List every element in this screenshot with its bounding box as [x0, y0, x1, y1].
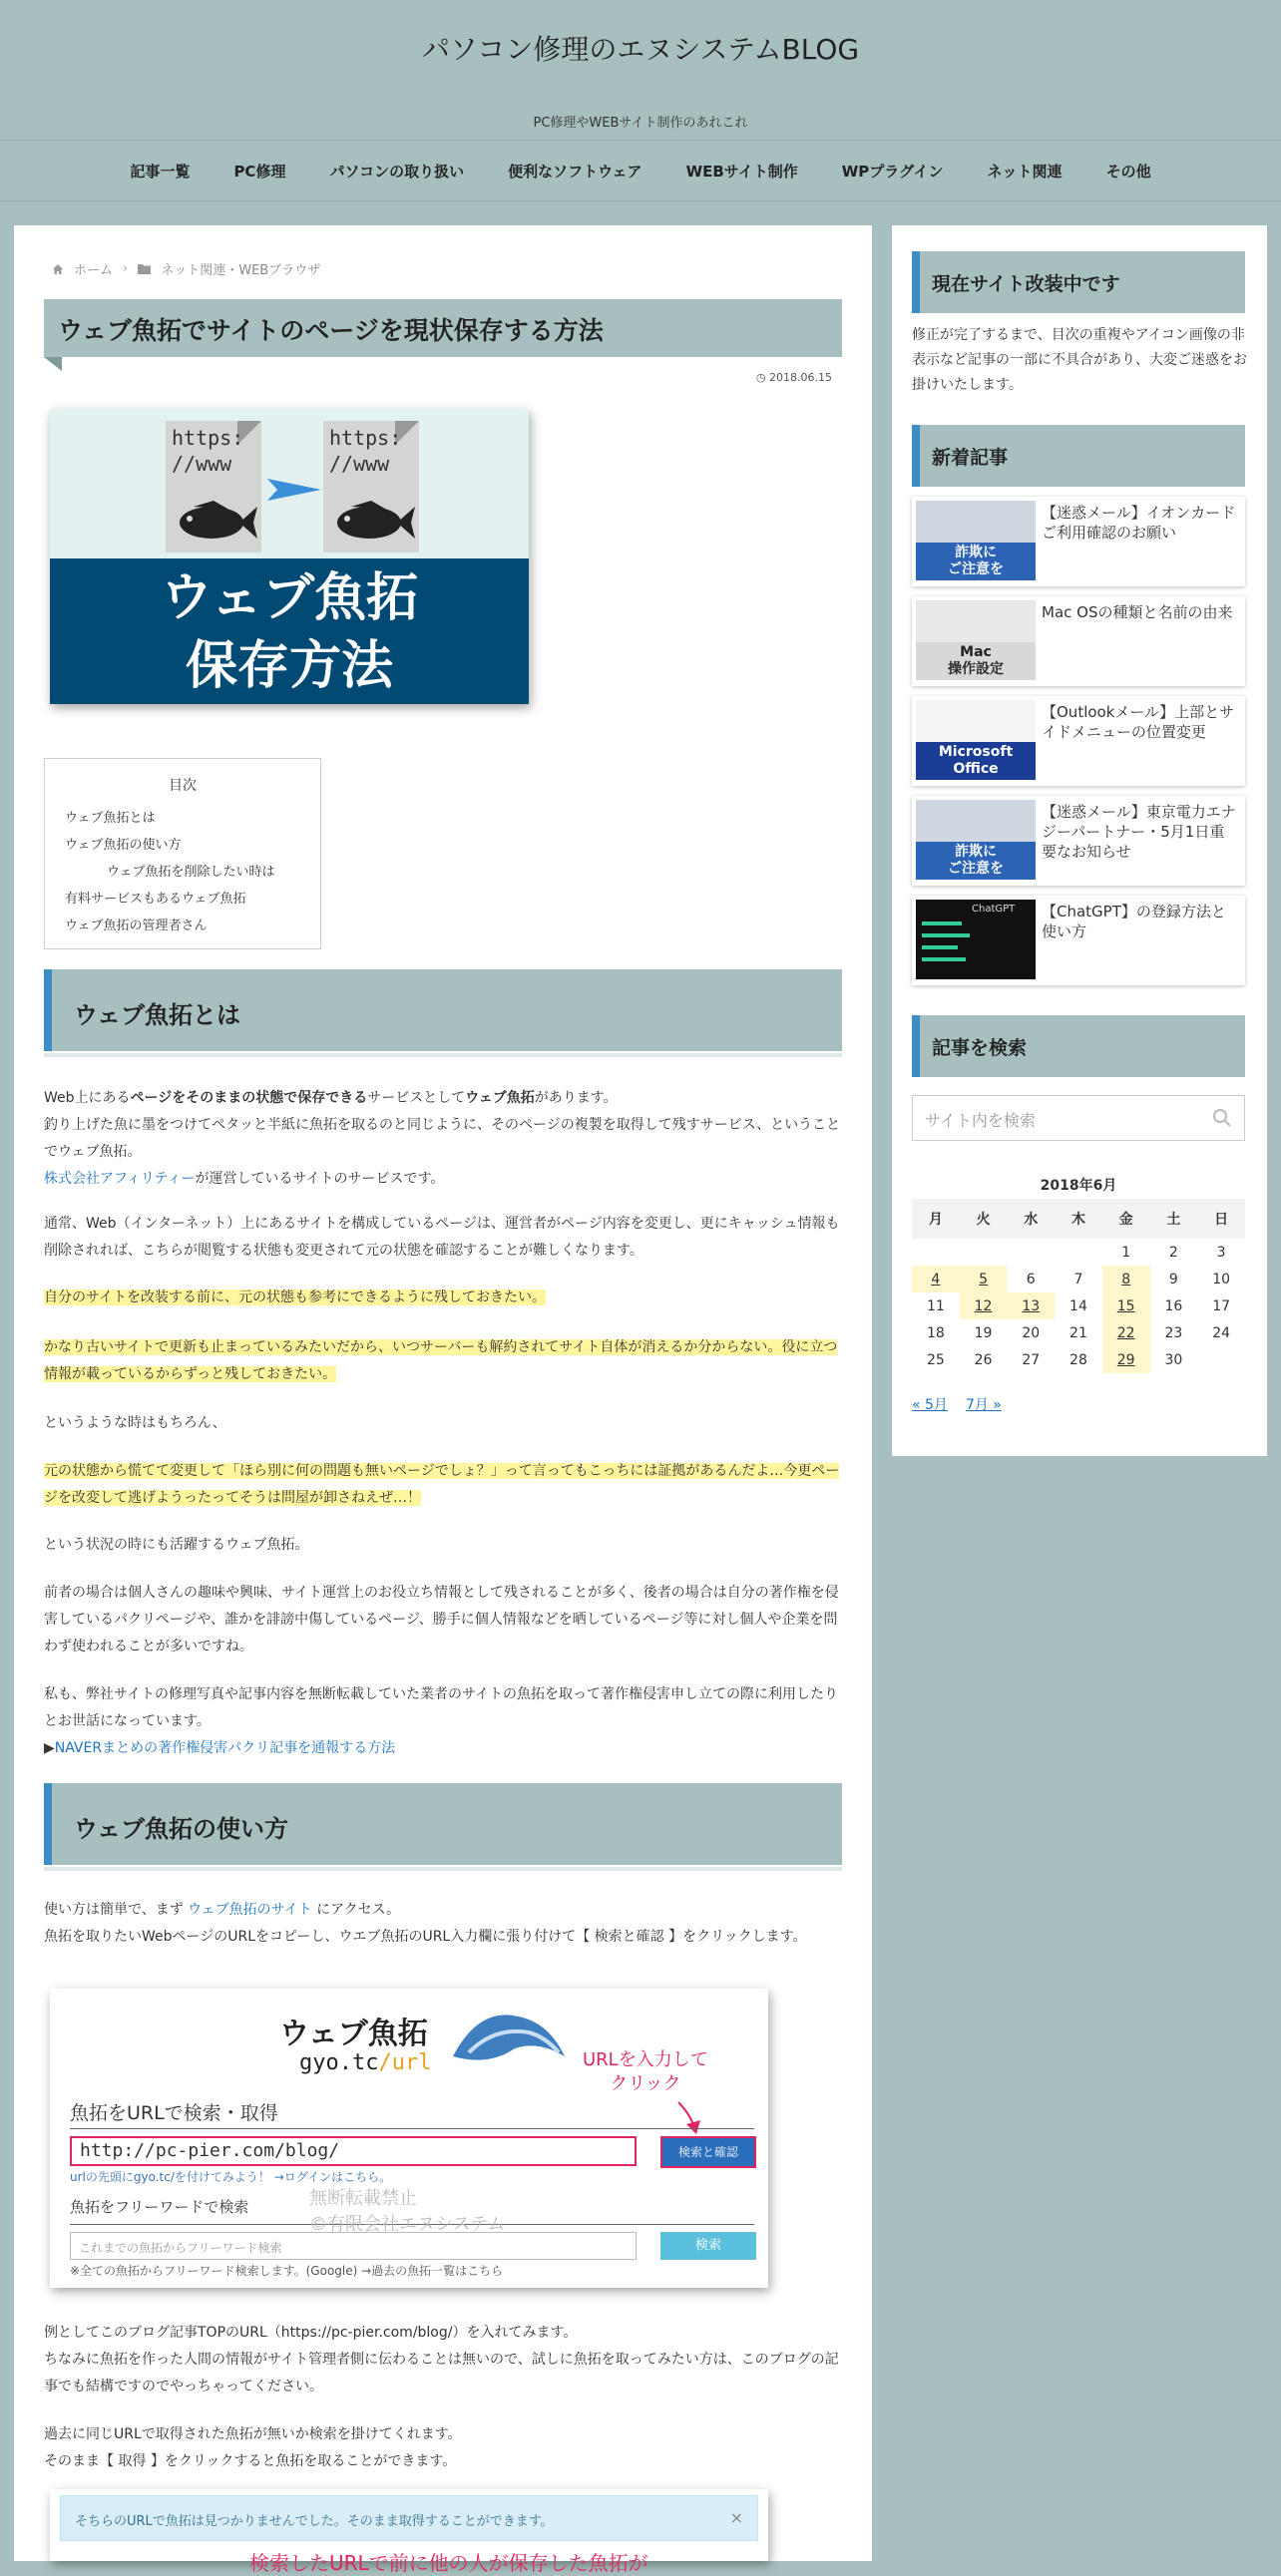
title-fold-decoration — [44, 357, 62, 371]
not-found-alert: そちらのURLで魚拓は見つかりませんでした。そのまま取得することができます。 × — [60, 2495, 758, 2541]
nav-item-other[interactable]: その他 — [1105, 162, 1151, 181]
calendar-weekday: 火 — [960, 1199, 1008, 1239]
calendar-day: 18 — [926, 1324, 945, 1341]
watermark-text: 無断転載禁止 ©有限会社エヌシステム — [309, 2188, 506, 2235]
calendar-weekday: 水 — [1007, 1199, 1055, 1239]
freeword-search-heading: 魚拓をフリーワードで検索 — [70, 2198, 249, 2216]
post-thumbnail — [916, 600, 1036, 680]
fish-icon — [174, 499, 257, 543]
search-placeholder: サイト内を検索 — [925, 1111, 1036, 1130]
calendar-day[interactable]: 13 — [1007, 1292, 1055, 1319]
thumb-label: ChatGPT — [972, 904, 1016, 915]
calendar-nav — [912, 1394, 1002, 1414]
widget-title-recent: 新着記事 — [912, 425, 1245, 487]
paragraph-experience: 私も、弊社サイトの修理写真や記事内容を無断転載していた業者のサイトの魚拓を取って著作権侵害申し立ての際に利用したりとお世話になっています。 ▶NAVERまとめの著作権侵害パクリ記事を通報する方法 — [44, 1686, 839, 1756]
recent-post-title[interactable]: 【迷惑メール】東京電力エナジーパートナー・5月1日重要なお知らせ — [1042, 803, 1236, 861]
calendar-day — [1007, 1239, 1055, 1266]
paragraph-search-past: 過去に同じURLで取得された魚拓が無いか検索を掛けてくれます。 そのまま【 取得 】をクリックすると魚拓を取ることができます。 — [44, 2426, 462, 2469]
recent-post-card[interactable] — [912, 796, 1245, 886]
eyecatch-title-line1: ウェブ魚拓 — [161, 568, 418, 628]
calendar-day: 25 — [926, 1351, 945, 1368]
annotation-note: URLを入力して クリック — [583, 2049, 708, 2094]
widget-title-notice: 現在サイト改装中です — [912, 251, 1245, 313]
calendar-day: 17 — [1212, 1297, 1231, 1314]
calendar-day: 20 — [1022, 1324, 1041, 1341]
url-input: http://pc-pier.com/blog/ — [70, 2136, 637, 2166]
nav-item-pc-handling[interactable]: パソコンの取り扱い — [329, 162, 465, 181]
calendar-day: 19 — [974, 1324, 993, 1341]
highlight-quote-1: 自分のサイトを改装する前に、元の状態も参考にできるように残しておきたい。 — [44, 1289, 547, 1305]
screenshot-gyotaku-search — [50, 1989, 768, 2288]
calendar-weekday: 日 — [1197, 1199, 1245, 1239]
calendar-day: 2 — [1168, 1244, 1178, 1261]
calendar-day[interactable]: 4 — [912, 1266, 960, 1292]
breadcrumb-home[interactable]: ホーム — [74, 263, 114, 278]
calendar-weekday: 木 — [1055, 1199, 1102, 1239]
breadcrumb — [52, 259, 320, 278]
recent-post-title[interactable]: 【ChatGPT】の登録方法と使い方 — [1042, 903, 1226, 940]
calendar-weekday: 月 — [912, 1199, 960, 1239]
eyecatch-title-line2: 保存方法 — [185, 636, 393, 696]
calendar-day: 1 — [1121, 1244, 1131, 1261]
clock-icon: ◷ — [755, 371, 766, 384]
article-date-value: 2018.06.15 — [769, 371, 832, 384]
doc-text-right: https: //www — [329, 426, 402, 476]
calendar-day[interactable]: 29 — [1102, 1346, 1150, 1373]
folder-icon — [138, 263, 151, 274]
nav-item-articles[interactable]: 記事一覧 — [130, 162, 191, 181]
thumb-label: Mac 操作設定 — [916, 642, 1036, 680]
home-icon — [52, 263, 64, 275]
paragraph-example: 例としてこのブログ記事TOPのURL（https://pc-pier.com/blog/）を入れてみます。 ちなみに魚拓を作った人間の情報がサイト管理者側に伝わることは無いので、試しに魚拓を取ってみたい方は、このブログの記事でも結構ですのでやっちゃってください。 — [44, 2325, 839, 2394]
freeword-search-button: 検索 — [660, 2232, 756, 2260]
toc-item[interactable]: ウェブ魚拓の使い方 — [65, 838, 182, 853]
recent-post-card[interactable] — [912, 896, 1245, 985]
calendar-day[interactable]: 8 — [1102, 1266, 1150, 1292]
calendar-day: 7 — [1073, 1271, 1083, 1288]
recent-post-card[interactable] — [912, 497, 1245, 586]
eyecatch-top — [50, 409, 529, 558]
eyecatch-title — [50, 558, 529, 704]
calendar-weekday: 土 — [1150, 1199, 1198, 1239]
calendar-day: 14 — [1069, 1297, 1087, 1314]
site-header — [0, 0, 1281, 140]
toc-item[interactable]: 有料サービスもあるウェブ魚拓 — [65, 892, 246, 907]
document-icon — [166, 421, 261, 552]
calendar-weekday: 金 — [1102, 1199, 1150, 1239]
paragraph-how-to: 使い方は簡単で、まず ウェブ魚拓のサイト にアクセス。 魚拓を取りたいWebページのURLをコピーし、ウエブ魚拓のURL入力欄に張り付けて【 検索と確認 】をクリックします。 — [44, 1902, 807, 1945]
paragraph-use-cases: 前者の場合は個人さんの趣味や興味、サイト運営上のお役立ち情報として残されることが多く、後者の場合は自分の著作権を侵害しているパクリページや、誰かを誹謗中傷しているページ、勝手に個人情報などを晒しているページ等に対し個人や企業を問わず使われることが多いですね。 — [44, 1585, 839, 1655]
calendar-day: 27 — [1022, 1351, 1041, 1368]
site-search-input[interactable] — [912, 1095, 1245, 1141]
eyecatch-image — [50, 409, 529, 704]
main-content — [14, 225, 872, 2575]
post-thumbnail — [916, 900, 1036, 979]
calendar-day[interactable]: 22 — [1102, 1319, 1150, 1346]
gyotaku-site-link[interactable]: ウェブ魚拓のサイト — [188, 1902, 312, 1918]
search-and-confirm-button: 検索と確認 — [660, 2136, 756, 2168]
calendar-day: 10 — [1212, 1271, 1231, 1288]
freeword-note: ※全ての魚拓からフリーワード検索します。(Google) →過去の魚拓一覧はこちら — [70, 2264, 504, 2278]
calendar-day: 30 — [1164, 1351, 1183, 1368]
calendar-day — [912, 1239, 960, 1266]
calendar — [912, 1199, 1245, 1373]
calendar-day: 16 — [1164, 1297, 1183, 1314]
nav-item-software[interactable]: 便利なソフトウェア — [508, 162, 642, 181]
heading-how-to-use: ウェブ魚拓の使い方 — [44, 1783, 842, 1865]
heading-what-is-gyotaku: ウェブ魚拓とは — [44, 969, 842, 1051]
chevron-right-icon: › — [123, 261, 129, 276]
table-of-contents — [44, 758, 321, 949]
highlight-quote-2: かなり古いサイトで更新も止まっているみたいだから、いつサーバーも解約されてサイト自体が消えるか分からない。役に立つ情報が載っているからずっと残しておきたい。 — [44, 1339, 838, 1382]
calendar-day[interactable]: 12 — [960, 1292, 1008, 1319]
nav-item-pc-repair[interactable]: PC修理 — [233, 162, 286, 181]
thumb-label: 詐欺に ご注意を — [916, 543, 1036, 580]
thumb-label: Microsoft Office — [916, 742, 1036, 780]
calendar-day: 9 — [1168, 1271, 1178, 1288]
calendar-day — [1055, 1239, 1102, 1266]
search-icon[interactable] — [1212, 1108, 1232, 1128]
toc-item[interactable]: ウェブ魚拓を削除したい時は — [107, 865, 275, 880]
widget-title-search: 記事を検索 — [912, 1015, 1245, 1077]
calendar-day[interactable]: 15 — [1102, 1292, 1150, 1319]
recent-post-card[interactable] — [912, 596, 1245, 686]
nav-item-web-production[interactable]: WEBサイト制作 — [685, 162, 798, 181]
calendar-day — [960, 1239, 1008, 1266]
url-search-heading: 魚拓をURLで検索・取得 — [70, 2102, 278, 2124]
calendar-day: 26 — [974, 1351, 993, 1368]
nav-item-net[interactable]: ネット関連 — [987, 162, 1063, 181]
sidebar — [892, 225, 1267, 1456]
wave-illustration-icon — [449, 1997, 569, 2076]
paragraph-situation: という状況の時にも活躍するウェブ魚拓。 — [44, 1537, 309, 1553]
toc-item[interactable]: ウェブ魚拓の管理者さん — [65, 919, 208, 933]
recent-post-title[interactable]: Mac OSの種類と名前の由来 — [1042, 603, 1233, 621]
recent-post-title[interactable]: 【Outlookメール】上部とサイドメニューの位置変更 — [1042, 703, 1235, 741]
calendar-day: 11 — [926, 1297, 945, 1314]
freeword-input: これまでの魚拓からフリーワード検索 — [70, 2232, 637, 2260]
post-thumbnail — [916, 501, 1036, 580]
paragraph-intro: Web上にあるページをそのままの状態で保存できるサービスとしてウェブ魚拓があります。 釣り上げた魚に墨をつけてペタッと半紙に魚拓を取るのと同じように、そのページの複製を取得して残すサービス、ということでウェブ魚拓。 株式会社アフィリティーが運営しているサイトのサービスです。 — [44, 1090, 841, 1187]
arrow-right-icon — [267, 475, 321, 505]
toc-title: 目次 — [169, 778, 197, 794]
calendar-day: 21 — [1069, 1324, 1087, 1341]
toc-item[interactable]: ウェブ魚拓とは — [65, 811, 156, 826]
article-title: ウェブ魚拓でサイトのページを現状保存する方法 — [44, 299, 842, 357]
nav-item-wp-plugin[interactable]: WPプラグイン — [841, 162, 944, 181]
affility-link[interactable]: 株式会社アフィリティー — [44, 1171, 196, 1187]
paragraph-of-course: というような時はもちろん、 — [44, 1415, 226, 1431]
red-arrow-icon — [674, 2100, 704, 2136]
calendar-day — [1197, 1346, 1245, 1373]
notice-text: 修正が完了するまで、目次の重複やアイコン画像の非表示など記事の一部に不具合があり、大変ご迷惑をお掛けいたします。 — [912, 327, 1247, 393]
calendar-prev-link[interactable]: « 5月 — [912, 1397, 948, 1413]
recent-post-card[interactable] — [912, 696, 1245, 786]
annotation-note: 検索したURLで前に他の人が保存した魚拓が — [249, 2551, 648, 2575]
document-icon — [323, 421, 419, 552]
thumb-label: 詐欺に ご注意を — [916, 842, 1036, 880]
fish-icon — [331, 499, 415, 543]
gyotaku-hint-link: urlの先頭にgyo.tc/を付けてみよう！ →ログインはこちら。 — [70, 2170, 392, 2184]
highlight-quote-3: 元の状態から慌てて変更して「ほら別に何の問題も無いページでしょ？」って言ってもこっちには証拠があるんだよ…今更ページを改変して逃げようったってそうは問屋が卸さねえぜ…！ — [44, 1463, 840, 1506]
post-thumbnail — [916, 700, 1036, 780]
close-icon: × — [729, 2508, 743, 2527]
calendar-day: 3 — [1216, 1244, 1226, 1261]
calendar-day[interactable]: 5 — [960, 1266, 1008, 1292]
gyotaku-logo: ウェブ魚拓 — [279, 2017, 428, 2051]
calendar-day: 6 — [1026, 1271, 1036, 1288]
calendar-day: 24 — [1212, 1324, 1231, 1341]
gyotaku-logo-sub: gyo.tc/url — [299, 2050, 432, 2075]
post-thumbnail — [916, 800, 1036, 880]
paragraph-normal-web: 通常、Web（インターネット）上にあるサイトを構成しているページは、運営者がページ内容を変更し、更にキャッシュ情報も削除されれば、こちらが閲覧する状態も変更されて元の状態を確認することが難しくなります。 — [44, 1216, 840, 1259]
site-tagline: PC修理やWEBサイト制作のあれこれ — [533, 116, 748, 131]
site-title[interactable]: パソコン修理のエヌシステムBLOG — [421, 33, 860, 66]
calendar-day: 28 — [1069, 1351, 1087, 1368]
doc-text-left: https: //www — [172, 426, 244, 476]
breadcrumb-category[interactable]: ネット関連・WEBブラウザ — [161, 263, 321, 278]
calendar-day: 23 — [1164, 1324, 1183, 1341]
divider — [70, 2128, 754, 2129]
naver-report-link[interactable]: NAVERまとめの著作権侵害パクリ記事を通報する方法 — [54, 1740, 396, 1756]
global-nav — [0, 140, 1281, 201]
article-date — [756, 371, 832, 384]
recent-post-title[interactable]: 【迷惑メール】イオンカード ご利用確認のお願い — [1042, 504, 1236, 542]
calendar-caption: 2018年6月 — [1040, 1178, 1117, 1194]
calendar-next-link[interactable]: 7月 » — [965, 1397, 1002, 1413]
screenshot-not-found — [50, 2489, 768, 2575]
